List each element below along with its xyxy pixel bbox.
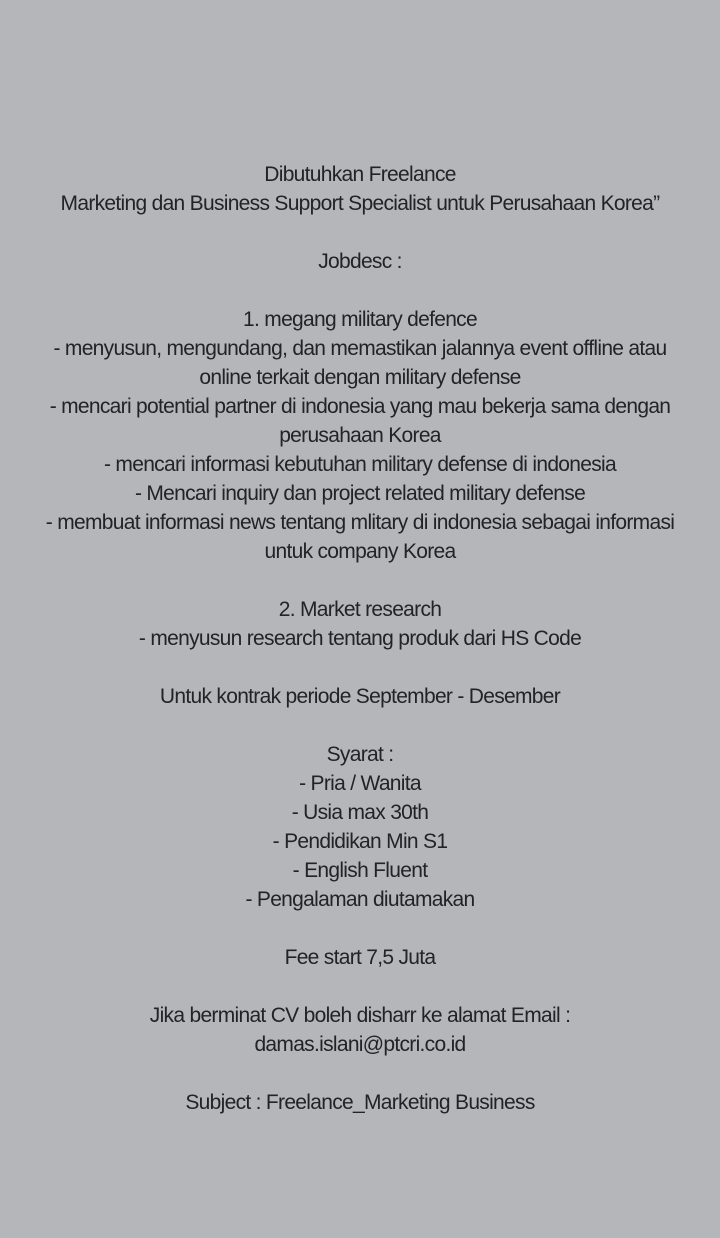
blank-line (36, 1059, 684, 1088)
jobdesc-item: - menyusun research tentang produk dari HS Code (138, 627, 582, 650)
jobdesc-title: 2. Market research (278, 598, 442, 621)
email-subject: Subject : Freelance_Marketing Business (185, 1091, 535, 1114)
jobdesc-item: - Mencari inquiry dan project related military defense (134, 482, 586, 505)
jobdesc-label: Jobdesc : (318, 250, 402, 273)
jobdesc-section-2 (36, 595, 684, 653)
apply-instruction: Jika berminat CV boleh disharr ke alamat Email : (149, 1004, 571, 1027)
apply-email[interactable]: damas.islani@ptcri.co.id (254, 1033, 466, 1056)
requirement-item: - Pendidikan Min S1 (272, 830, 448, 853)
requirements-label: Syarat : (326, 743, 394, 766)
fee-text: Fee start 7,5 Juta (284, 946, 436, 969)
jobdesc-item: - membuat informasi news tentang mlitary di indonesia sebagai informasi untuk company Korea (45, 511, 680, 563)
blank-line (36, 218, 684, 247)
contract-period: Untuk kontrak periode September - Desember (159, 685, 561, 708)
blank-line (36, 914, 684, 943)
jobdesc-title: 1. megang military defence (243, 308, 477, 331)
blank-line (36, 566, 684, 595)
requirement-item: - English Fluent (292, 859, 428, 882)
requirement-item: - Pengalaman diutamakan (245, 888, 475, 911)
requirement-item: - Usia max 30th (291, 801, 429, 824)
requirements-section (36, 740, 684, 914)
blank-line (36, 276, 684, 305)
heading-line: Dibutuhkan Freelance (264, 163, 456, 186)
heading-line: Marketing dan Business Support Specialist untuk Perusahaan Korea” (60, 192, 660, 215)
jobdesc-item: - mencari informasi kebutuhan military defense di indonesia (104, 453, 616, 476)
jobdesc-item: - menyusun, mengundang, dan memastikan jalannya event offline atau online terkait dengan military defense (53, 337, 672, 389)
requirement-item: - Pria / Wanita (299, 772, 421, 795)
job-post-text (0, 160, 720, 1117)
apply-section (36, 1001, 684, 1059)
jobdesc-item: - mencari potential partner di indonesia yang mau bekerja sama dengan perusahaan Korea (49, 395, 676, 447)
jobdesc-section-1 (36, 305, 684, 566)
blank-line (36, 653, 684, 682)
blank-line (36, 711, 684, 740)
post-heading (36, 160, 684, 218)
blank-line (36, 972, 684, 1001)
